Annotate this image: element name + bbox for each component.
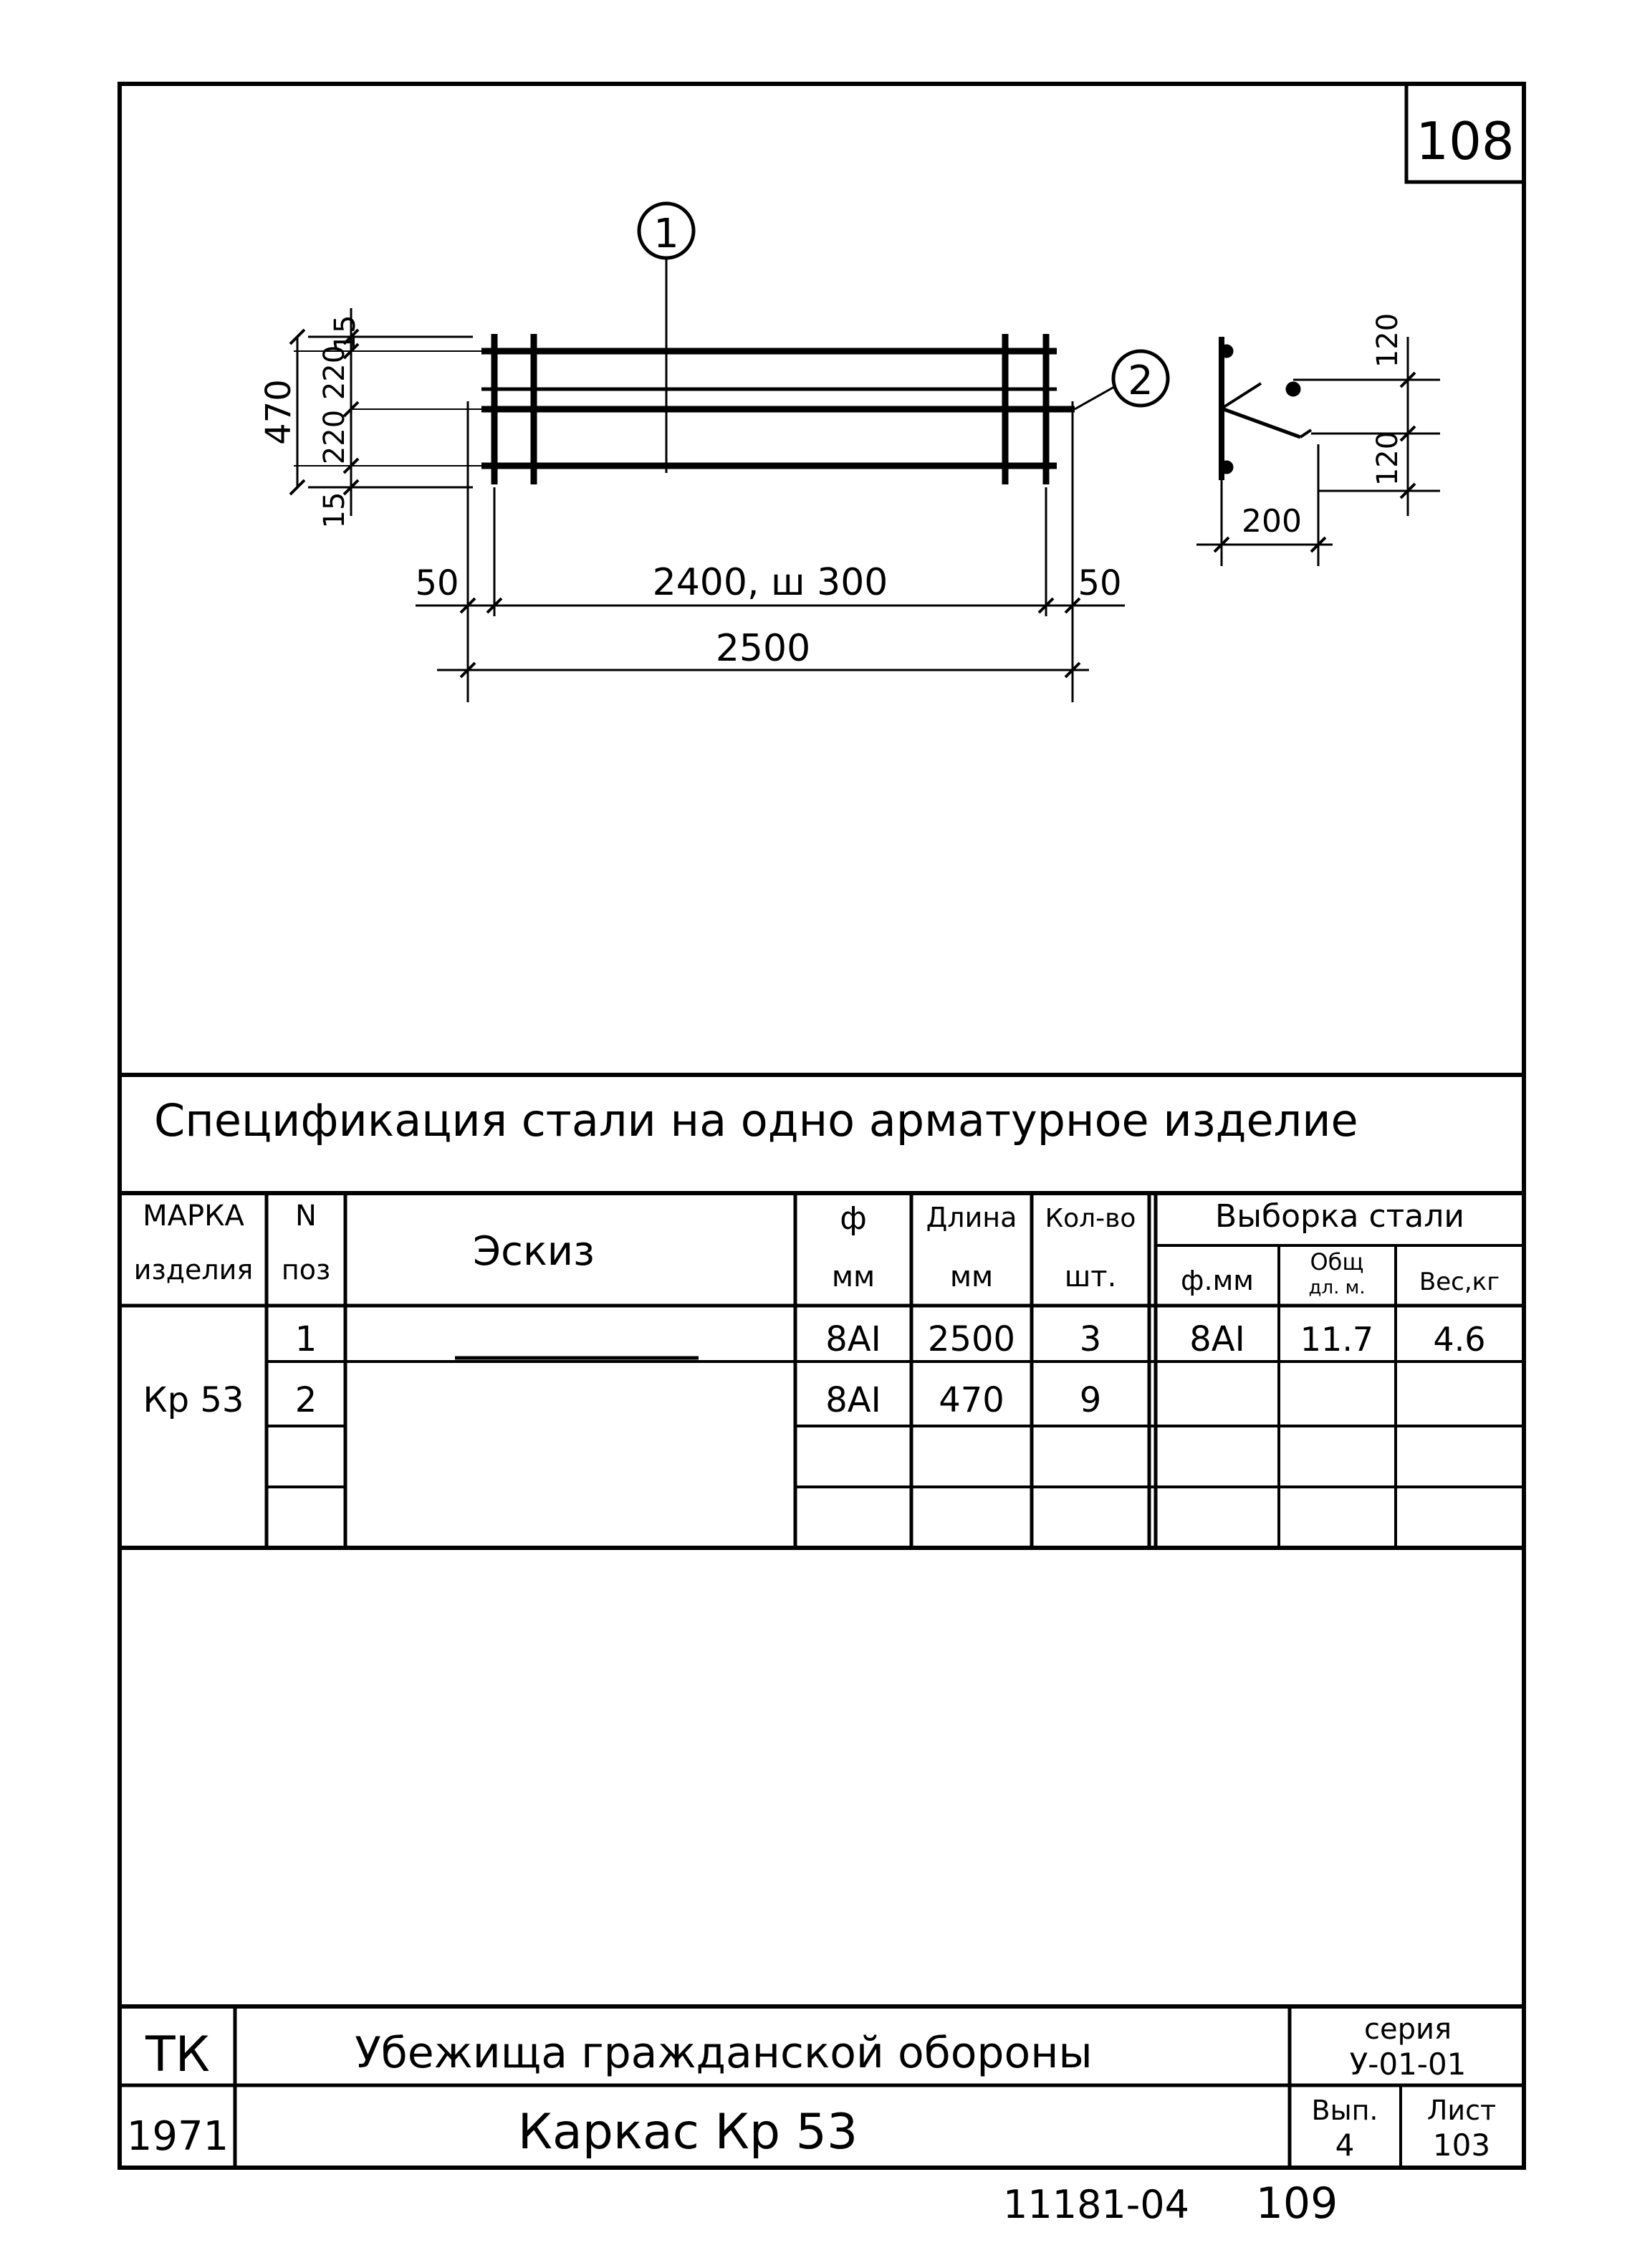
dim-50-left: 50 bbox=[415, 563, 459, 603]
dim-220-a: 220 bbox=[318, 345, 351, 401]
hdr-mark-2: изделия bbox=[133, 1254, 254, 1286]
dim-220-b: 220 bbox=[318, 409, 351, 465]
dim-2400: 2400, ш 300 bbox=[652, 561, 888, 604]
hdr-pos-2: поз bbox=[281, 1254, 331, 1286]
row1-qty: 3 bbox=[1079, 1319, 1102, 1359]
dim-470: 470 bbox=[259, 379, 299, 445]
hdr-length-1: Длина bbox=[926, 1202, 1017, 1233]
hdr-length-2: мм bbox=[949, 1260, 994, 1293]
hdr-sel-total-2: дл. м. bbox=[1308, 1277, 1366, 1298]
row1-length: 2500 bbox=[927, 1319, 1016, 1359]
title-tk: ТК bbox=[145, 2027, 210, 2083]
issue-value: 4 bbox=[1335, 2128, 1355, 2163]
title-project: Убежища гражданской обороны bbox=[355, 2028, 1093, 2078]
table-row bbox=[295, 1380, 1102, 1420]
title-name: Каркас Кр 53 bbox=[517, 2104, 858, 2161]
dim-15-bottom: 15 bbox=[318, 492, 351, 529]
page-number: 108 bbox=[1416, 111, 1515, 171]
dim-2500: 2500 bbox=[715, 627, 811, 670]
hdr-sel-total-1: Общ bbox=[1310, 1248, 1364, 1276]
bottom-page: 109 bbox=[1255, 2178, 1338, 2229]
hdr-sel-weight: Вес,кг bbox=[1419, 1268, 1500, 1296]
callout-2: 2 bbox=[1128, 358, 1153, 404]
series-value: У-01-01 bbox=[1349, 2047, 1467, 2082]
spec-title: Спецификация стали на одно арматурное изделие bbox=[154, 1094, 1358, 1147]
table-row bbox=[295, 1319, 1486, 1359]
section-dim-200: 200 bbox=[1242, 503, 1302, 540]
hdr-phi-2: мм bbox=[831, 1260, 876, 1293]
title-year: 1971 bbox=[126, 2113, 229, 2160]
issue-label: Вып. bbox=[1311, 2095, 1378, 2126]
sheet-label: Лист bbox=[1426, 2095, 1497, 2126]
frame-elevation bbox=[290, 258, 1125, 702]
row1-sel-weight: 4.6 bbox=[1433, 1320, 1486, 1359]
hdr-phi-1: ф bbox=[840, 1200, 867, 1237]
spec-mark: Кр 53 bbox=[143, 1380, 244, 1420]
row2-pos: 2 bbox=[294, 1380, 317, 1420]
sheet-value: 103 bbox=[1432, 2128, 1491, 2163]
dim-50-right: 50 bbox=[1078, 563, 1122, 603]
row1-sel-phi: 8АI bbox=[1189, 1319, 1245, 1359]
hdr-qty-1: Кол-во bbox=[1045, 1204, 1136, 1233]
hdr-selection: Выборка стали bbox=[1215, 1198, 1464, 1235]
section-dim-120-bottom: 120 bbox=[1371, 431, 1404, 487]
row1-phi: 8АI bbox=[825, 1319, 881, 1359]
section-dim-120-top: 120 bbox=[1371, 312, 1404, 368]
row2-length: 470 bbox=[939, 1380, 1004, 1420]
hdr-sel-phi: ф.мм bbox=[1181, 1265, 1254, 1296]
row2-phi: 8АI bbox=[825, 1380, 881, 1420]
hdr-sketch: Эскиз bbox=[473, 1228, 595, 1275]
hdr-pos-1: N bbox=[295, 1200, 317, 1233]
bottom-code: 11181-04 bbox=[1003, 2182, 1189, 2227]
dim-15-top: 15 bbox=[329, 315, 362, 352]
series-label: серия bbox=[1363, 2013, 1452, 2046]
row1-pos: 1 bbox=[294, 1319, 317, 1359]
row2-qty: 9 bbox=[1079, 1380, 1102, 1420]
hdr-qty-2: шт. bbox=[1064, 1260, 1117, 1293]
row1-sel-total: 11.7 bbox=[1300, 1320, 1374, 1359]
hdr-mark-1: МАРКА bbox=[143, 1200, 244, 1233]
callout-1: 1 bbox=[653, 211, 679, 257]
